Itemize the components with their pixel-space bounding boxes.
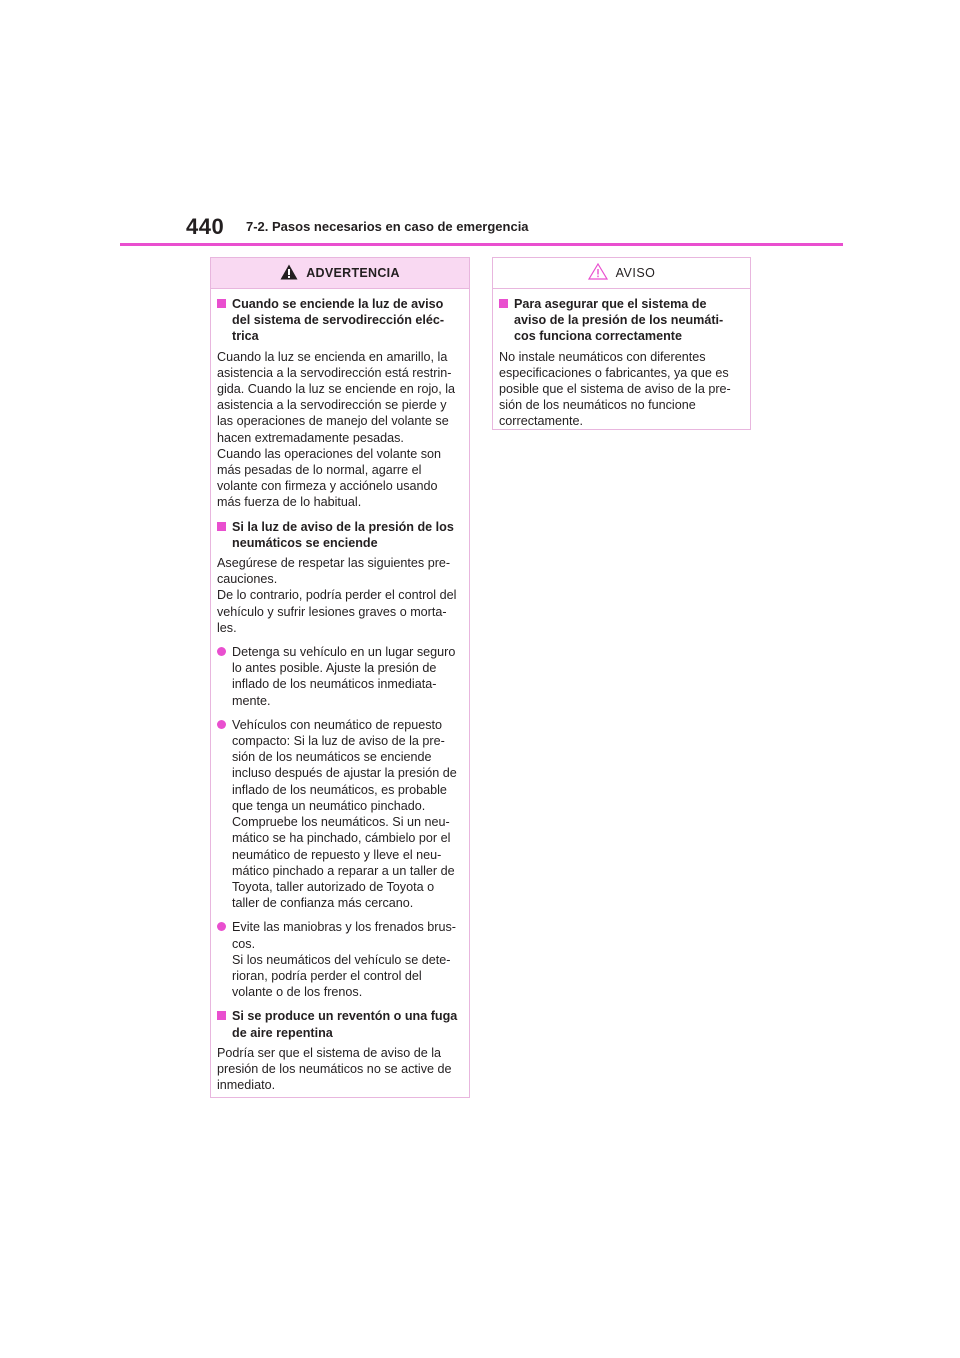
square-bullet-icon: [217, 1011, 226, 1020]
notice-box: [492, 257, 751, 430]
heading-text: Si la luz de aviso de la presión de los neumáticos se enciende: [232, 519, 454, 550]
heading-text: Para asegurar que el sistema de aviso de la presión de los neumáti- cos funciona correctamente: [514, 297, 724, 344]
heading-text: Si se produce un reventón o una fuga de aire repentina: [232, 1009, 458, 1040]
page-number: 440: [186, 214, 225, 239]
warning-box-header: [211, 258, 469, 289]
warning-box-body: [211, 289, 469, 1093]
square-bullet-icon: [217, 299, 226, 308]
square-bullet-icon: [499, 299, 508, 308]
list-item: [217, 644, 463, 709]
warning-triangle-icon: [280, 264, 298, 283]
list-item-text: Evite las maniobras y los frenados brus- cos. Si los neumáticos del vehículo se dete- rioran, podría perder el control del volante o de los frenos.: [232, 920, 456, 1000]
warning-heading-blowout: [217, 1008, 463, 1040]
dot-bullet-icon: [217, 922, 226, 931]
notice-box-title: AVISO: [615, 266, 656, 280]
warning-heading-tire-pressure: [217, 519, 463, 551]
square-bullet-icon: [217, 522, 226, 531]
notice-box-header: [493, 258, 750, 289]
warning-heading-power-steering: [217, 296, 463, 345]
heading-text: Cuando se enciende la luz de aviso del sistema de servodirección eléc- trica: [232, 297, 445, 344]
dot-bullet-icon: [217, 647, 226, 656]
caution-triangle-outline-icon: [588, 263, 608, 283]
warning-paragraph: Cuando la luz se encienda en amarillo, la asistencia a la servodirección está restrin- gida. Cuando la luz se enciende en rojo, la asistencia a la servodirección se pierde y las operaciones de manejo del volante se hacen extremadamente pesadas. Cuando las operaciones del volante son más pesadas de lo normal, agarre el volante con firmeza y acciónelo usando más fuerza de lo habitual.: [217, 349, 456, 510]
dot-bullet-icon: [217, 720, 226, 729]
list-item: [217, 717, 463, 911]
warning-box: [210, 257, 470, 1098]
section-title: 7-2. Pasos necesarios en caso de emergencia: [246, 219, 529, 234]
notice-box-body: [493, 289, 750, 430]
warning-paragraph: Asegúrese de respetar las siguientes pre- cauciones. De lo contrario, podría perder el control del vehículo y sufrir lesiones graves o morta- les.: [217, 556, 457, 635]
notice-heading: [499, 296, 744, 345]
list-item-text: Detenga su vehículo en un lugar seguro lo antes posible. Ajuste la presión de inflado de los neumáticos inmediata- mente.: [232, 645, 456, 708]
list-item-text: Vehículos con neumático de repuesto compacto: Si la luz de aviso de la pre- sión de los neumáticos se enciende incluso después de ajustar la presión de inflado de los neumáticos, es probable que tenga un neumático pinchado. Compruebe los neumáticos. Si un neu- mático se ha pinchado, cámbielo por el neumático de repuesto y lleve el neu- mático pinchado a reparar a un taller de Toyota, taller autorizado de Toyota o taller de confianza más cercano.: [232, 717, 457, 911]
list-item: [217, 919, 463, 1000]
warning-box-title: ADVERTENCIA: [306, 266, 400, 280]
warning-paragraph: Podría ser que el sistema de aviso de la presión de los neumáticos no se active de inmediato.: [217, 1045, 452, 1093]
header-divider: [120, 243, 843, 246]
notice-paragraph: No instale neumáticos con diferentes especificaciones o fabricantes, ya que es posible que el sistema de aviso de la pre- sión de los neumáticos no funcione correctamente.: [499, 349, 731, 429]
